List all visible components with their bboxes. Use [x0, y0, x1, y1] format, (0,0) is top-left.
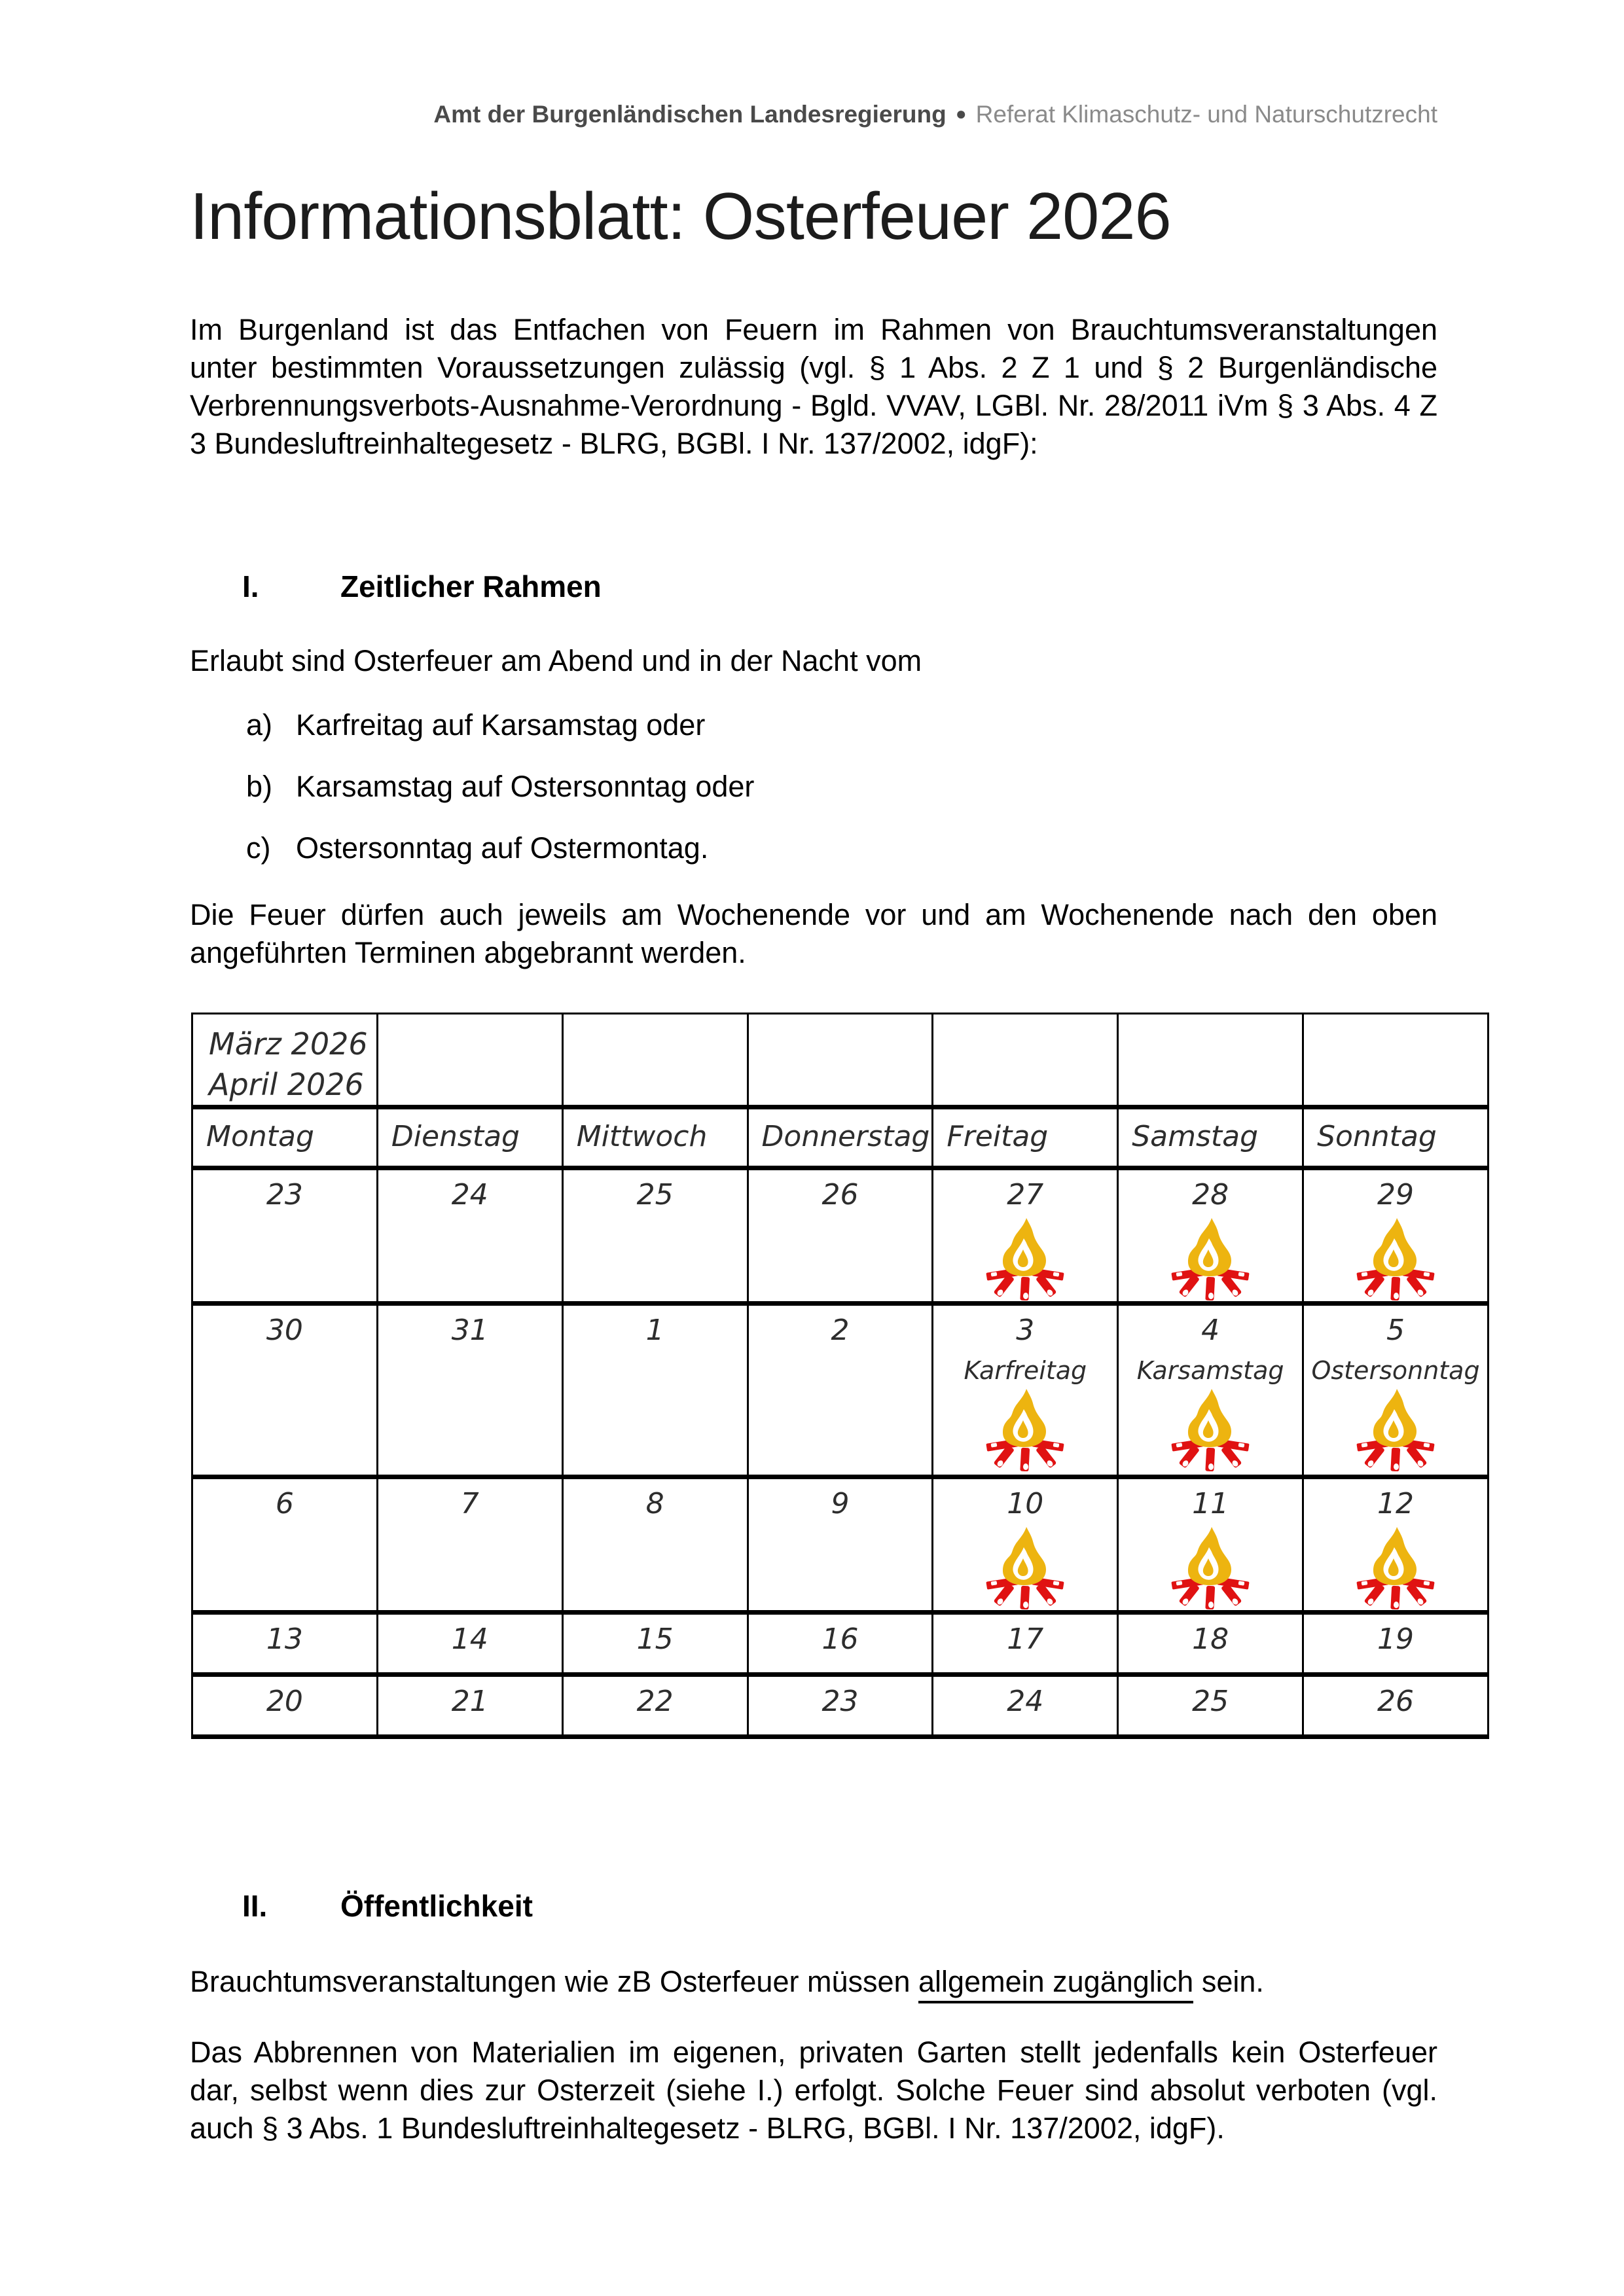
calendar-month-cell	[192, 1014, 378, 1107]
calendar-day-cell	[562, 1477, 748, 1613]
calendar-month-empty-cell	[1118, 1014, 1303, 1107]
calendar-date: 17	[1007, 1623, 1044, 1656]
campfire-icon	[1170, 1217, 1250, 1300]
calendar-month-empty-cell	[562, 1014, 748, 1107]
weekday-label: Sonntag	[1317, 1120, 1437, 1153]
calendar-day-cell	[748, 1304, 933, 1477]
calendar-day-cell	[1303, 1304, 1489, 1477]
campfire-icon	[1170, 1388, 1250, 1471]
calendar-day-cell	[933, 1613, 1118, 1675]
calendar-date: 9	[831, 1487, 850, 1520]
calendar-day-cell	[1303, 1168, 1489, 1304]
public-access-text-after: sein.	[1193, 1965, 1264, 1998]
calendar-date: 28	[1192, 1178, 1229, 1211]
section2-title: Öffentlichkeit	[340, 1889, 533, 1923]
section2-number: II.	[242, 1889, 268, 1923]
list-item-marker: c)	[246, 831, 271, 865]
holiday-label: Karfreitag	[964, 1356, 1087, 1385]
document-header	[190, 0, 1437, 129]
calendar-weekday-cell	[933, 1107, 1118, 1168]
calendar-weekday-cell	[192, 1107, 378, 1168]
calendar-day-cell	[192, 1675, 378, 1737]
calendar-day-cell	[377, 1168, 562, 1304]
weekday-label: Samstag	[1132, 1120, 1259, 1153]
public-access-paragraph	[190, 1963, 1437, 2001]
public-access-text-before: Brauchtumsveranstaltungen wie zB Osterfeuer müssen	[190, 1965, 919, 1998]
weekday-label: Mittwoch	[576, 1120, 708, 1153]
calendar-day-cell	[562, 1675, 748, 1737]
list-item-text: Karfreitag auf Karsamstag oder	[296, 708, 706, 742]
campfire-icon	[985, 1217, 1065, 1300]
calendar-day-cell	[377, 1613, 562, 1675]
header-separator-dot: ●	[955, 103, 967, 124]
weekday-label: Montag	[206, 1120, 314, 1153]
calendar-day-cell	[377, 1477, 562, 1613]
calendar-date: 25	[636, 1178, 674, 1211]
easter-calendar-table	[191, 1013, 1489, 1739]
calendar-week-row	[192, 1304, 1489, 1477]
calendar-month-row	[192, 1014, 1489, 1107]
calendar-date: 19	[1377, 1623, 1415, 1656]
private-garden-paragraph: Das Abbrennen von Materialien im eigenen, privaten Garten stellt jedenfalls kein Osterfeuer dar, selbst wenn dies zur Osterzeit (siehe I.) erfolgt. Solche Feuer sind absolut verboten (vgl. auch § 3 Abs. 1 Bundesluftreinhaltegesetz - BLRG, BGBl. I Nr. 137/2002, idgF).	[190, 2036, 1437, 2145]
calendar-week-row	[192, 1613, 1489, 1675]
calendar-date: 7	[460, 1487, 479, 1520]
calendar-date: 6	[275, 1487, 294, 1520]
holiday-label: Ostersonntag	[1311, 1356, 1480, 1385]
weekday-label: Donnerstag	[761, 1120, 930, 1153]
calendar-day-cell	[748, 1613, 933, 1675]
calendar-date: 30	[266, 1314, 303, 1347]
calendar-day-cell	[748, 1675, 933, 1737]
calendar-week-row	[192, 1477, 1489, 1613]
weekday-label: Dienstag	[391, 1120, 520, 1153]
calendar-date: 2	[831, 1314, 850, 1347]
calendar-day-cell	[192, 1613, 378, 1675]
campfire-icon	[1356, 1217, 1435, 1300]
calendar-date: 20	[266, 1685, 303, 1718]
calendar-date: 18	[1192, 1623, 1229, 1656]
list-item	[190, 829, 1437, 867]
calendar-day-cell	[1118, 1675, 1303, 1737]
page-title: Informationsblatt: Osterfeuer 2026	[190, 180, 1171, 253]
calendar-date: 21	[451, 1685, 488, 1718]
calendar-month-line2: April 2026	[209, 1067, 364, 1102]
calendar-day-cell	[1303, 1675, 1489, 1737]
calendar-day-cell	[748, 1168, 933, 1304]
calendar-date: 14	[451, 1623, 488, 1656]
holiday-label: Karsamstag	[1136, 1356, 1284, 1385]
calendar-date: 12	[1377, 1487, 1415, 1520]
calendar-weekday-cell	[1303, 1107, 1489, 1168]
calendar-day-cell	[933, 1675, 1118, 1737]
campfire-icon	[1170, 1526, 1250, 1609]
campfire-icon	[985, 1388, 1065, 1471]
calendar-date: 29	[1377, 1178, 1415, 1211]
calendar-day-cell	[192, 1304, 378, 1477]
calendar-date: 26	[1377, 1685, 1415, 1718]
calendar-day-cell	[562, 1613, 748, 1675]
calendar-weekday-cell	[748, 1107, 933, 1168]
calendar-day-cell	[1303, 1477, 1489, 1613]
calendar-date: 25	[1192, 1685, 1229, 1718]
section1-title: Zeitlicher Rahmen	[340, 569, 602, 603]
easter-calendar-body	[192, 1014, 1489, 1737]
calendar-date: 10	[1007, 1487, 1044, 1520]
calendar-day-cell	[562, 1168, 748, 1304]
calendar-weekday-cell	[377, 1107, 562, 1168]
calendar-day-cell	[192, 1168, 378, 1304]
calendar-date: 23	[821, 1685, 859, 1718]
calendar-day-cell	[1118, 1613, 1303, 1675]
calendar-day-cell	[377, 1304, 562, 1477]
list-item-text: Ostersonntag auf Ostermontag.	[296, 831, 709, 865]
calendar-weekday-cell	[1118, 1107, 1303, 1168]
calendar-date: 24	[1007, 1685, 1044, 1718]
campfire-icon	[1356, 1526, 1435, 1609]
calendar-day-cell	[1118, 1168, 1303, 1304]
section1-lead: Erlaubt sind Osterfeuer am Abend und in der Nacht vom	[190, 644, 922, 677]
timeframe-list	[190, 706, 1437, 867]
calendar-date: 8	[645, 1487, 664, 1520]
calendar-month-empty-cell	[748, 1014, 933, 1107]
campfire-icon	[1356, 1388, 1435, 1471]
calendar-month-empty-cell	[1303, 1014, 1489, 1107]
calendar-day-cell	[748, 1477, 933, 1613]
calendar-weekday-row	[192, 1107, 1489, 1168]
calendar-date: 24	[451, 1178, 488, 1211]
intro-paragraph: Im Burgenland ist das Entfachen von Feuern im Rahmen von Brauchtumsveranstaltungen unter bestimmten Voraussetzungen zulässig (vgl. § 1 Abs. 2 Z 1 und § 2 Burgenländische Verbrennungsverbots-Ausnahme-Verordnung - Bgld. VVAV, LGBl. Nr. 28/2011 iVm § 3 Abs. 4 Z 3 Bundesluftreinhaltegesetz - BLRG, BGBl. I Nr. 137/2002, idgF):	[190, 313, 1437, 460]
list-item	[190, 768, 1437, 806]
calendar-day-cell	[192, 1477, 378, 1613]
calendar-date: 26	[821, 1178, 859, 1211]
calendar-date: 15	[636, 1623, 674, 1656]
section1-number: I.	[242, 569, 259, 603]
calendar-day-cell	[1303, 1613, 1489, 1675]
calendar-date: 27	[1007, 1178, 1044, 1211]
calendar-day-cell	[933, 1304, 1118, 1477]
list-item-marker: b)	[246, 770, 273, 803]
calendar-date: 1	[645, 1314, 664, 1347]
section2-heading	[190, 1888, 1437, 1924]
calendar-date: 23	[266, 1178, 303, 1211]
calendar-day-cell	[933, 1477, 1118, 1613]
calendar-date: 3	[1016, 1314, 1035, 1347]
calendar-month-line1: März 2026	[209, 1026, 368, 1062]
section1-heading	[190, 569, 1437, 604]
calendar-day-cell	[933, 1168, 1118, 1304]
list-item-marker: a)	[246, 708, 273, 742]
weekday-label: Freitag	[947, 1120, 1049, 1153]
calendar-day-cell	[1118, 1477, 1303, 1613]
list-item	[190, 706, 1437, 744]
header-department-light: Referat Klimaschutz- und Naturschutzrecht	[975, 101, 1437, 128]
calendar-date: 4	[1201, 1314, 1220, 1347]
calendar-date: 13	[266, 1623, 303, 1656]
calendar-date: 31	[451, 1314, 488, 1347]
campfire-icon	[985, 1526, 1065, 1609]
calendar-weekday-cell	[562, 1107, 748, 1168]
calendar-day-cell	[562, 1304, 748, 1477]
calendar-date: 11	[1192, 1487, 1229, 1520]
calendar-date: 22	[636, 1685, 674, 1718]
public-access-underlined: allgemein zugänglich	[918, 1965, 1193, 2003]
calendar-day-cell	[377, 1675, 562, 1737]
list-item-text: Karsamstag auf Ostersonntag oder	[296, 770, 755, 803]
calendar-date: 5	[1386, 1314, 1405, 1347]
calendar-month-empty-cell	[933, 1014, 1118, 1107]
header-department-bold: Amt der Burgenländischen Landesregierung	[433, 101, 947, 128]
calendar-date: 16	[821, 1623, 859, 1656]
calendar-week-row	[192, 1168, 1489, 1304]
calendar-month-empty-cell	[377, 1014, 562, 1107]
calendar-week-row	[192, 1675, 1489, 1737]
calendar-day-cell	[1118, 1304, 1303, 1477]
section1-note: Die Feuer dürfen auch jeweils am Wochenende vor und am Wochenende nach den oben angeführten Terminen abgebrannt werden.	[190, 898, 1437, 969]
